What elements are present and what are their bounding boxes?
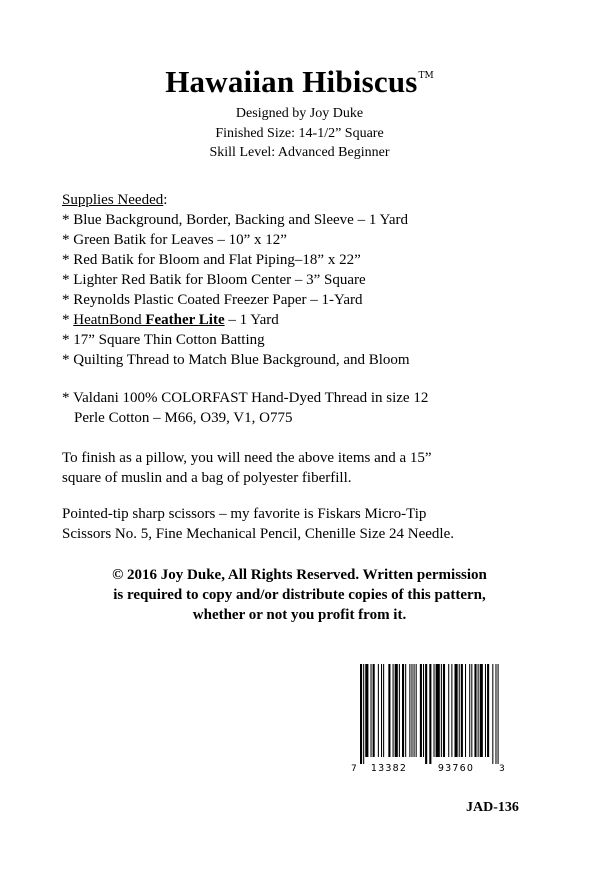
supplies-list [62,190,582,370]
designer-line: Designed by Joy Duke [235,106,364,121]
barcode-bar [480,664,483,757]
barcode-bar [495,664,496,764]
barcode-bar [363,664,364,764]
pattern-title: Hawaiian Hibiscus [165,64,418,99]
barcode-bar [381,664,382,757]
barcode-bar [416,664,417,757]
barcode-bar [469,664,470,757]
barcode-bar [498,664,499,764]
barcode-bar [436,664,440,757]
tools-paragraph [62,504,562,544]
title-block [0,64,599,100]
barcode-bar [474,664,476,757]
thread-line-1: * Valdani 100% COLORFAST Hand-Dyed Thread in size 12 [62,390,429,406]
barcode-bar [434,664,435,757]
barcode-bar [388,664,390,757]
barcode-graphic [348,662,508,774]
barcode-bar [459,664,460,757]
barcode-bar [429,664,431,764]
barcode-bar [455,664,458,757]
barcode-bar [485,664,486,757]
barcode-bars [360,664,499,764]
barcode-bar [471,664,472,757]
pillow-paragraph [62,448,562,488]
supply-item: * Red Batik for Bloom and Flat Piping–18” x 22” [62,252,361,268]
thread-line-2: Perle Cotton – M66, O39, V1, O775 [74,410,293,426]
copyright-line-3: whether or not you profit from it. [192,607,407,623]
copyright-line-2: is required to copy and/or distribute copies of this pattern, [113,587,486,603]
barcode-bar [451,664,452,757]
supplies-heading: Supplies Needed [62,192,164,208]
barcode-bar [420,664,422,757]
barcode-bar [411,664,412,757]
copyright-notice [0,565,599,625]
supply-item: * Lighter Red Batik for Bloom Center – 3” Square [62,272,366,288]
barcode-bar [409,664,410,757]
pattern-code: JAD-136 [466,800,519,815]
supply-item: * Green Batik for Leaves – 10” x 12” [62,232,287,248]
heatnbond-prefix: * [62,312,74,328]
barcode-bar [487,664,489,757]
barcode-bar [371,664,372,757]
barcode-bar [365,664,368,757]
barcode-bar [383,664,384,757]
barcode-bar [405,664,406,757]
supplies-heading-colon: : [163,192,168,208]
barcode-bar [461,664,463,757]
barcode-bar [414,664,415,757]
barcode-bar [373,664,375,757]
barcode-bar [423,664,424,757]
supply-item: * Reynolds Plastic Coated Freezer Paper – 1-Yard [62,292,363,308]
thread-item [62,388,582,428]
tools-line-1: Pointed-tip sharp scissors – my favorite is Fiskars Micro-Tip [62,506,427,522]
barcode-left-group: 13382 [370,763,408,774]
heatnbond-link [73,312,224,328]
barcode-bar [425,664,427,764]
barcode-bar [399,664,400,757]
barcode-check-digit: 3 [499,764,505,774]
heatnbond-suffix: – 1 Yard [224,312,279,328]
barcode-bar [378,664,379,757]
barcode-bar [393,664,394,757]
barcode-bar [441,664,442,757]
barcode-bar [443,664,445,757]
supply-item: * Quilting Thread to Match Blue Background, and Bloom [62,352,410,368]
supply-item: * Blue Background, Border, Backing and Sleeve – 1 Yard [62,212,409,228]
barcode-bar [448,664,449,757]
trademark-mark: TM [418,71,434,81]
pillow-line-1: To finish as a pillow, you will need the above items and a 15” [62,450,432,466]
copyright-line-1: © 2016 Joy Duke, All Rights Reserved. Written permission [112,567,487,583]
pattern-meta [0,104,599,163]
heatnbond-product: Feather Lite [141,312,225,328]
barcode-bar [492,664,493,764]
barcode-lead-digit: 7 [351,764,357,774]
heatnbond-brand: HeatnBond [73,312,142,328]
finished-size-line: Finished Size: 14-1/2” Square [215,125,384,141]
supply-item: * 17” Square Thin Cotton Batting [62,332,265,348]
pillow-line-2: square of muslin and a bag of polyester fiberfill. [62,470,352,486]
barcode-bar [478,664,479,757]
supplies-heading-row [62,190,582,210]
barcode-bar [465,664,466,757]
barcode-right-group: 93760 [437,763,475,774]
tools-line-2: Scissors No. 5, Fine Mechanical Pencil, Chenille Size 24 Needle. [62,526,454,542]
upc-barcode [348,662,508,774]
barcode-bar [395,664,398,757]
barcode-bar [402,664,404,757]
supply-item-heatnbond [62,310,582,330]
barcode-bar [360,664,362,764]
skill-level-line: Skill Level: Advanced Beginner [209,145,390,160]
